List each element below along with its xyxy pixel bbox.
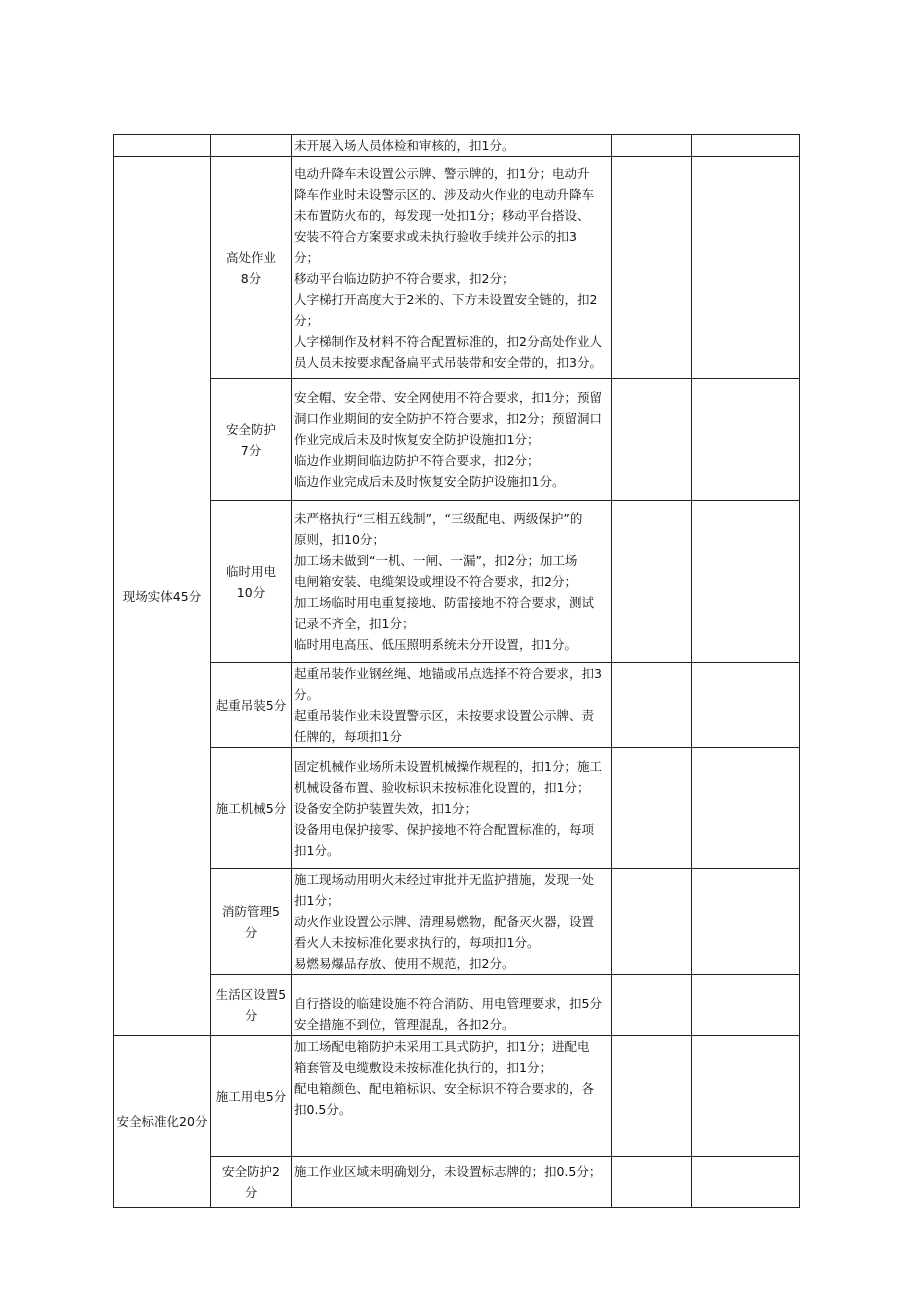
criteria-line: 原则，扣10分；: [294, 532, 385, 547]
item-score: 7分: [240, 442, 262, 458]
criteria-line: 临边作业期间临边防护不符合要求，扣2分；: [294, 453, 540, 468]
score-cell[interactable]: [612, 869, 692, 975]
item-score: 分: [244, 924, 258, 940]
remark-cell[interactable]: [692, 748, 800, 869]
criteria-line: 安全措施不到位，管理混乱，各扣2分。: [294, 1017, 515, 1032]
table-row: [114, 157, 800, 379]
table-row: [114, 135, 800, 157]
criteria-cell: [292, 869, 612, 975]
category-cell: [114, 135, 211, 157]
item-cell: [211, 869, 292, 975]
criteria-line: 未严格执行“三相五线制”，“三级配电、两级保护”的: [294, 511, 583, 526]
scoring-table: [113, 134, 800, 1208]
criteria-line: 未开展入场人员体检和审核的，扣1分。: [294, 138, 515, 153]
criteria-line: 自行搭设的临建设施不符合消防、用电管理要求，扣5分: [294, 996, 602, 1011]
criteria-line: 作业完成后未及时恢复安全防护设施扣1分；: [294, 432, 540, 447]
item-label: 安全防护: [225, 421, 276, 437]
criteria-line: 固定机械作业场所未设置机械操作规程的，扣1分；施工: [294, 758, 602, 774]
criteria-cell: [292, 663, 612, 748]
criteria-line: 分。: [294, 687, 320, 702]
item-score: 分: [244, 1008, 258, 1023]
criteria-cell: [292, 1157, 612, 1208]
remark-cell[interactable]: [692, 1036, 800, 1157]
criteria-line: 员人员未按要求配备扁平式吊装带和安全带的，扣3分。: [294, 354, 602, 370]
item-cell: [211, 1157, 292, 1208]
criteria-line: 起重吊装作业钢丝绳、地锚或吊点选择不符合要求，扣3: [294, 666, 602, 681]
criteria-line: 箱套管及电缆敷设未按标准化执行的，扣1分；: [294, 1060, 552, 1075]
score-cell[interactable]: [612, 663, 692, 748]
item-label: 施工用电5分: [215, 1088, 287, 1104]
criteria-line: 加工场配电箱防护未采用工具式防护，扣1分；进配电: [294, 1039, 590, 1054]
criteria-line: 扣1分；: [294, 893, 340, 908]
item-label: 施工机械5分: [215, 800, 287, 816]
score-cell[interactable]: [612, 1036, 692, 1157]
score-cell[interactable]: [612, 157, 692, 379]
criteria-line: 安装不符合方案要求或未执行验收手续并公示的扣3: [294, 228, 577, 244]
remark-cell[interactable]: [692, 135, 800, 157]
criteria-line: 电动升降车未设置公示牌、警示牌的，扣1分；电动升: [294, 165, 590, 181]
criteria-cell: [292, 501, 612, 663]
criteria-line: 记录不齐全，扣1分；: [294, 616, 415, 631]
criteria-line: 移动平台临边防护不符合要求，扣2分；: [294, 270, 515, 286]
item-label: 安全防护2: [222, 1164, 280, 1179]
score-cell[interactable]: [612, 1157, 692, 1208]
table-row: [114, 975, 800, 1036]
remark-cell[interactable]: [692, 379, 800, 501]
criteria-line: 起重吊装作业未设置警示区，未按要求设置公示牌、责: [294, 708, 595, 723]
category-cell-site: [114, 157, 211, 1036]
criteria-line: 人字梯制作及材料不符合配置标准的，扣2分高处作业人: [294, 333, 602, 349]
score-cell[interactable]: [612, 135, 692, 157]
criteria-cell: [292, 135, 612, 157]
table-row: [114, 663, 800, 748]
item-label: 起重吊装5分: [215, 697, 287, 713]
criteria-cell: [292, 975, 612, 1036]
criteria-cell: [292, 1036, 612, 1157]
table-row: [114, 1036, 800, 1157]
criteria-line: 设备用电保护接零、保护接地不符合配置标准的，每项: [294, 821, 595, 837]
criteria-line: 分；: [294, 249, 320, 265]
item-label: 临时用电: [225, 563, 276, 579]
criteria-line: 分；: [294, 312, 320, 328]
item-cell: [211, 379, 292, 501]
item-cell: [211, 975, 292, 1036]
criteria-line: 动火作业设置公示牌、清理易燃物，配备灭火器，设置: [294, 914, 595, 929]
remark-cell[interactable]: [692, 869, 800, 975]
table-row: [114, 869, 800, 975]
item-cell: [211, 748, 292, 869]
category-cell-std: [114, 1036, 211, 1208]
remark-cell[interactable]: [692, 501, 800, 663]
category-label: 现场实体45分: [122, 588, 202, 604]
criteria-line: 安全帽、安全带、安全网使用不符合要求，扣1分；预留: [294, 390, 602, 405]
criteria-line: 扣1分。: [294, 842, 340, 858]
criteria-line: 任牌的，每项扣1分: [294, 729, 402, 744]
criteria-line: 人字梯打开高度大于2米的、下方未设置安全链的，扣2: [294, 291, 598, 307]
category-label: 安全标准化20分: [116, 1114, 208, 1129]
item-label: 生活区设置5: [215, 987, 287, 1002]
criteria-line: 看火人未按标准化要求执行的，每项扣1分。: [294, 935, 540, 950]
criteria-line: 加工场未做到“一机、一闸、一漏”，扣2分；加工场: [294, 553, 578, 568]
item-cell: [211, 157, 292, 379]
score-cell[interactable]: [612, 975, 692, 1036]
table-row: [114, 379, 800, 501]
item-score: 10分: [236, 584, 266, 600]
criteria-line: 电闸箱安装、电缆架设或埋设不符合要求，扣2分；: [294, 574, 577, 589]
item-label: 消防管理5: [222, 903, 280, 919]
table-row: [114, 501, 800, 663]
criteria-line: 施工现场动用明火未经过审批并无监护措施，发现一处: [294, 872, 595, 887]
remark-cell[interactable]: [692, 663, 800, 748]
remark-cell[interactable]: [692, 1157, 800, 1208]
item-cell: [211, 135, 292, 157]
criteria-line: 扣0.5分。: [294, 1102, 352, 1117]
criteria-line: 施工作业区域未明确划分，未设置标志牌的；扣0.5分；: [294, 1164, 602, 1179]
table-row: [114, 748, 800, 869]
criteria-cell: [292, 379, 612, 501]
criteria-line: 配电箱颜色、配电箱标识、安全标识不符合要求的，各: [294, 1081, 595, 1096]
score-cell[interactable]: [612, 379, 692, 501]
item-score: 分: [244, 1185, 258, 1200]
criteria-line: 降车作业时未设警示区的、涉及动火作业的电动升降车: [294, 186, 595, 202]
criteria-line: 机械设备布置、验收标识未按标准化设置的，扣1分；: [294, 779, 590, 795]
item-score: 8分: [240, 270, 262, 286]
item-cell: [211, 1036, 292, 1157]
criteria-line: 临时用电高压、低压照明系统未分开设置，扣1分。: [294, 637, 577, 652]
criteria-cell: [292, 157, 612, 379]
criteria-line: 洞口作业期间的安全防护不符合要求，扣2分；预留洞口: [294, 411, 602, 426]
item-cell: [211, 501, 292, 663]
criteria-line: 加工场临时用电重复接地、防雷接地不符合要求，测试: [294, 595, 595, 610]
criteria-cell: [292, 748, 612, 869]
score-cell[interactable]: [612, 748, 692, 869]
criteria-line: 临边作业完成后未及时恢复安全防护设施扣1分。: [294, 474, 565, 489]
criteria-line: 易燃易爆品存放、使用不规范，扣2分。: [294, 956, 515, 971]
criteria-line: 未布置防火布的，每发现一处扣1分；移动平台搭设、: [294, 207, 590, 223]
remark-cell[interactable]: [692, 975, 800, 1036]
criteria-line: 设备安全防护装置失效，扣1分；: [294, 800, 477, 816]
item-cell: [211, 663, 292, 748]
remark-cell[interactable]: [692, 157, 800, 379]
table-row: [114, 1157, 800, 1208]
item-label: 高处作业: [225, 249, 276, 265]
score-cell[interactable]: [612, 501, 692, 663]
